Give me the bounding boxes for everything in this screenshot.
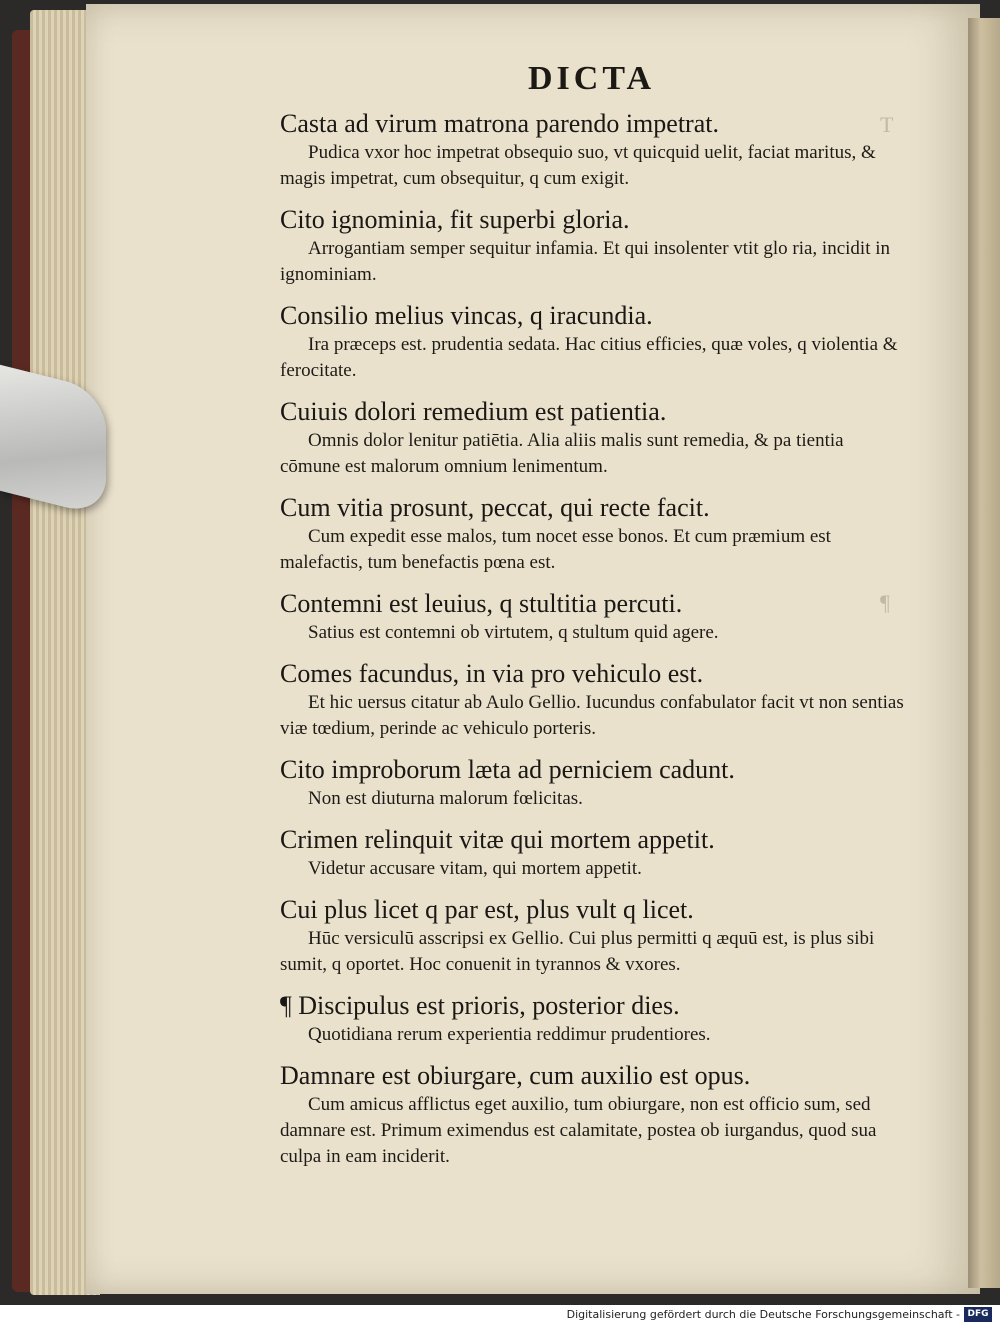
entry-title: Crimen relinquit vitæ qui mortem appetit. [280, 825, 715, 854]
entry-title: ¶ Discipulus est prioris, posterior dies. [280, 991, 680, 1020]
bleed-through-mark: T [880, 112, 894, 137]
footer-credit: Digitalisierung gefördert durch die Deutsche Forschungsgemeinschaft - [566, 1308, 960, 1321]
entry-body: Hūc versiculū asscripsi ex Gellio. Cui plus permitti q æquū est, is plus sibi sumit, q oportet. Hoc conuenit in tyrannos & vxores. [280, 928, 875, 975]
entry-title: Cito ignominia, fit superbi gloria. [280, 205, 630, 234]
entry-body: Arrogantiam semper sequitur infamia. Et qui insolenter vtit glo ria, incidit in ignominiam. [280, 238, 891, 285]
entry-body: Satius est contemni ob virtutem, q stultum quid agere. [308, 622, 719, 643]
entry-list [280, 108, 920, 1182]
entry-title: Cito improborum læta ad perniciem cadunt. [280, 755, 735, 784]
entry-body: Cum amicus afflictus eget auxilio, tum obiurgare, non est officio sum, sed damnare est. Primum eximendus est calamitate, postea ob iurgandus, quod sua culpa in eam inciderit. [280, 1094, 877, 1167]
entry-title: Cuiuis dolori remedium est patientia. [280, 397, 667, 426]
entry-title: Cui plus licet q par est, plus vult q licet. [280, 895, 694, 924]
page-header: DICTA [528, 60, 656, 97]
entry-title: Contemni est leuius, q stultitia percuti. [280, 589, 683, 618]
entry-title: Cum vitia prosunt, peccat, qui recte facit. [280, 493, 710, 522]
entry-title: Damnare est obiurgare, cum auxilio est opus. [280, 1061, 751, 1090]
entry-body: Cum expedit esse malos, tum nocet esse bonos. Et cum præmium est malefactis, tum benefactis pœna est. [280, 526, 831, 573]
entry [280, 1060, 920, 1170]
entry [280, 108, 920, 192]
entry [280, 588, 920, 646]
entry-body: Videtur accusare vitam, qui mortem appetit. [308, 858, 642, 879]
entry-body: Ira præceps est. prudentia sedata. Hac citius efficies, quæ voles, q violentia & ferocitate. [280, 334, 898, 381]
dfg-logo: DFG [964, 1307, 992, 1322]
entry [280, 300, 920, 384]
entry [280, 204, 920, 288]
entry-title: Casta ad virum matrona parendo impetrat. [280, 109, 719, 138]
entry [280, 894, 920, 978]
facing-page-edge [968, 18, 1000, 1288]
entry-body: Pudica vxor hoc impetrat obsequio suo, vt quicquid uelit, faciat maritus, & magis impetrat, cum obsequitur, q cum exigit. [280, 142, 876, 189]
entry-title: Consilio melius vincas, q iracundia. [280, 301, 653, 330]
bleed-through-mark: ¶ [880, 590, 890, 615]
entry [280, 990, 920, 1048]
entry-body: Et hic uersus citatur ab Aulo Gellio. Iucundus confabulator facit vt non sentias viæ tœdium, perinde ac vehiculo porteris. [280, 692, 904, 739]
entry [280, 824, 920, 882]
entry [280, 492, 920, 576]
entry-title: Comes facundus, in via pro vehiculo est. [280, 659, 704, 688]
entry-body: Omnis dolor lenitur patiētia. Alia aliis malis sunt remedia, & pa tientia cōmune est malorum omnium lenimentum. [280, 430, 844, 477]
entry-body: Quotidiana rerum experientia reddimur prudentiores. [308, 1024, 711, 1045]
entry [280, 658, 920, 742]
entry-body: Non est diuturna malorum fœlicitas. [308, 788, 583, 809]
entry [280, 754, 920, 812]
entry [280, 396, 920, 480]
